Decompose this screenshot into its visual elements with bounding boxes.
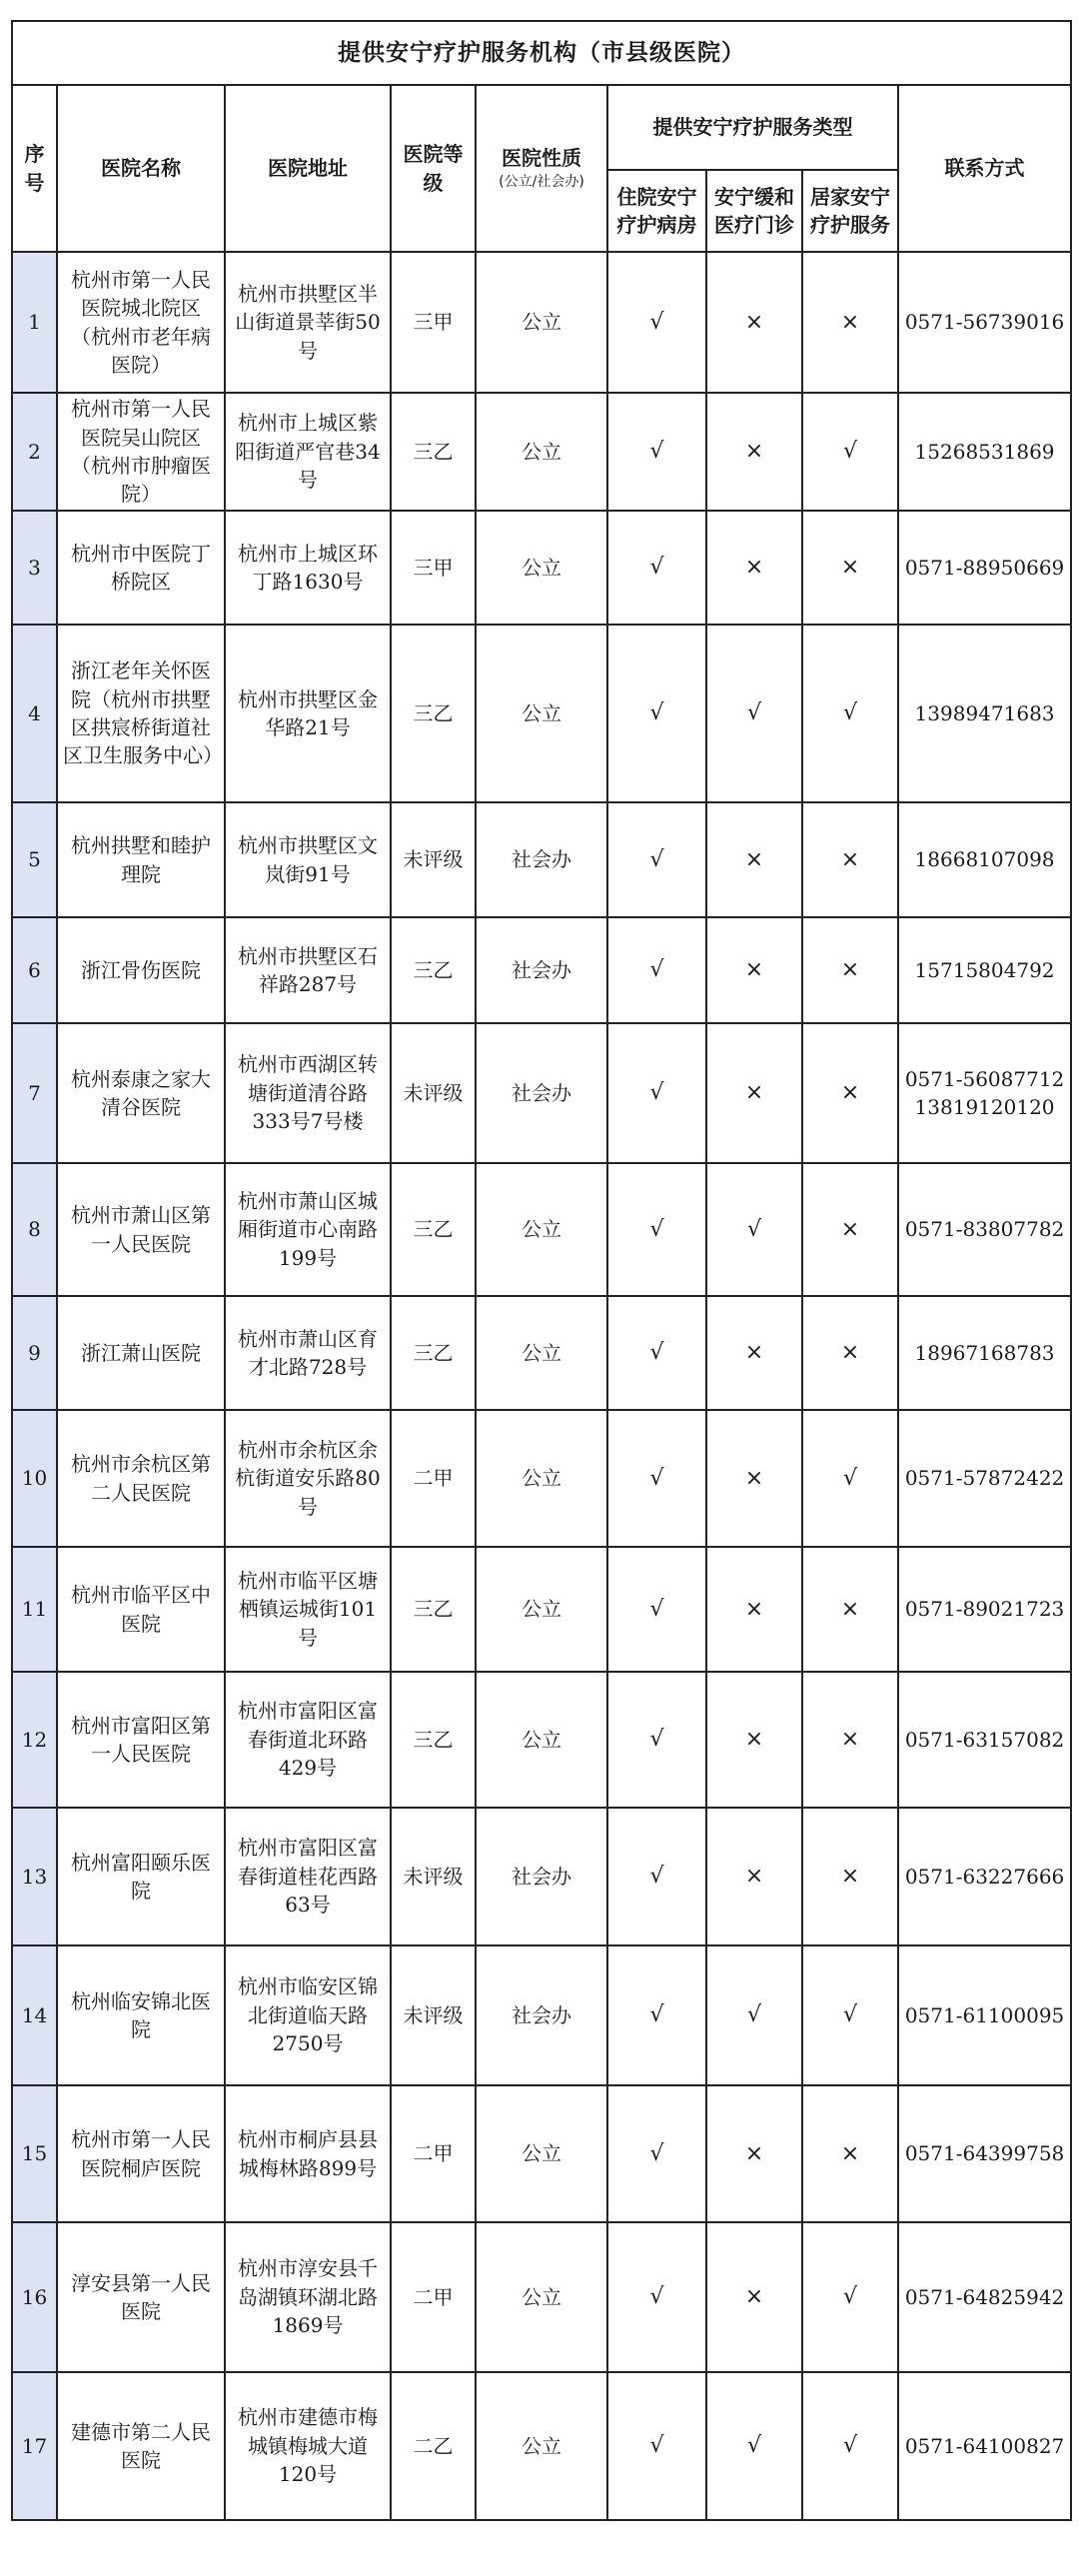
row-clinic-mark: × bbox=[706, 1023, 802, 1163]
row-hospital-name: 浙江老年关怀医院（杭州市拱墅区拱宸桥街道社区卫生服务中心） bbox=[57, 625, 225, 802]
row-contact bbox=[898, 1547, 1071, 1672]
row-phone-secondary: 13819120120 bbox=[914, 1095, 1055, 1119]
row-seq: 14 bbox=[12, 1945, 57, 2085]
row-address: 杭州市拱墅区文岚街91号 bbox=[225, 802, 391, 917]
table-row bbox=[12, 1672, 1071, 1808]
row-phone: 13989471683 bbox=[914, 700, 1055, 725]
row-home-mark: × bbox=[802, 511, 898, 625]
row-address: 杭州市余杭区余杭街道安乐路80号 bbox=[225, 1410, 391, 1547]
row-seq: 7 bbox=[12, 1023, 57, 1163]
row-inpatient-mark: √ bbox=[607, 252, 706, 393]
row-seq: 9 bbox=[12, 1296, 57, 1410]
row-contact bbox=[898, 1672, 1071, 1808]
row-hospital-name: 杭州市萧山区第一人民医院 bbox=[57, 1163, 225, 1296]
hospital-table bbox=[11, 20, 1072, 2521]
row-seq: 16 bbox=[12, 2222, 57, 2372]
row-address: 杭州市临安区锦北街道临天路2750号 bbox=[225, 1945, 391, 2085]
header-name: 医院名称 bbox=[57, 85, 225, 252]
row-seq: 10 bbox=[12, 1410, 57, 1547]
header-address: 医院地址 bbox=[225, 85, 391, 252]
row-phone: 0571-88950669 bbox=[904, 555, 1065, 580]
row-clinic-mark: × bbox=[706, 1672, 802, 1808]
table-row bbox=[12, 1410, 1071, 1547]
row-hospital-name: 杭州市第一人民医院城北院区（杭州市老年病医院） bbox=[57, 252, 225, 393]
row-phone: 15715804792 bbox=[914, 957, 1055, 982]
row-contact bbox=[898, 1296, 1071, 1410]
header-grade: 医院等级 bbox=[391, 85, 476, 252]
row-hospital-name: 杭州市中医院丁桥院区 bbox=[57, 511, 225, 625]
header-inpatient: 住院安宁疗护病房 bbox=[607, 170, 706, 252]
row-clinic-mark: × bbox=[706, 1296, 802, 1410]
table-row bbox=[12, 2222, 1071, 2372]
row-nature: 公立 bbox=[476, 2085, 607, 2222]
row-contact bbox=[898, 511, 1071, 625]
row-inpatient-mark: √ bbox=[607, 1163, 706, 1296]
row-home-mark: √ bbox=[802, 625, 898, 802]
row-grade: 三乙 bbox=[391, 393, 476, 511]
row-grade: 三乙 bbox=[391, 1547, 476, 1672]
header-seq: 序号 bbox=[12, 85, 57, 252]
row-clinic-mark: × bbox=[706, 393, 802, 511]
row-inpatient-mark: √ bbox=[607, 1945, 706, 2085]
row-inpatient-mark: √ bbox=[607, 917, 706, 1023]
row-address: 杭州市萧山区育才北路728号 bbox=[225, 1296, 391, 1410]
row-phone: 0571-63157082 bbox=[904, 1727, 1065, 1752]
row-seq: 13 bbox=[12, 1808, 57, 1945]
row-hospital-name: 杭州富阳颐乐医院 bbox=[57, 1808, 225, 1945]
row-home-mark: × bbox=[802, 1547, 898, 1672]
row-clinic-mark: × bbox=[706, 802, 802, 917]
row-nature: 公立 bbox=[476, 1672, 607, 1808]
row-clinic-mark: × bbox=[706, 917, 802, 1023]
row-seq: 3 bbox=[12, 511, 57, 625]
row-phone: 0571-83807782 bbox=[904, 1217, 1065, 1242]
row-inpatient-mark: √ bbox=[607, 1023, 706, 1163]
row-home-mark: √ bbox=[802, 1410, 898, 1547]
row-seq: 15 bbox=[12, 2085, 57, 2222]
row-inpatient-mark: √ bbox=[607, 2372, 706, 2520]
row-grade: 未评级 bbox=[391, 1023, 476, 1163]
row-nature: 公立 bbox=[476, 1410, 607, 1547]
row-inpatient-mark: √ bbox=[607, 1547, 706, 1672]
row-home-mark: √ bbox=[802, 2372, 898, 2520]
row-address: 杭州市临平区塘栖镇运城街101号 bbox=[225, 1547, 391, 1672]
row-inpatient-mark: √ bbox=[607, 802, 706, 917]
row-contact bbox=[898, 252, 1071, 393]
row-address: 杭州市萧山区城厢街道市心南路199号 bbox=[225, 1163, 391, 1296]
row-nature: 社会办 bbox=[476, 917, 607, 1023]
row-inpatient-mark: √ bbox=[607, 511, 706, 625]
row-grade: 三乙 bbox=[391, 1672, 476, 1808]
row-address: 杭州市富阳区富春街道北环路429号 bbox=[225, 1672, 391, 1808]
row-home-mark: × bbox=[802, 2085, 898, 2222]
row-address: 杭州市拱墅区半山街道景莘街50号 bbox=[225, 252, 391, 393]
row-phone: 0571-64825942 bbox=[904, 2284, 1065, 2309]
row-contact bbox=[898, 802, 1071, 917]
row-inpatient-mark: √ bbox=[607, 1410, 706, 1547]
row-nature: 公立 bbox=[476, 1296, 607, 1410]
row-hospital-name: 杭州市第一人民医院桐庐医院 bbox=[57, 2085, 225, 2222]
row-clinic-mark: √ bbox=[706, 625, 802, 802]
row-phone: 0571-56739016 bbox=[904, 310, 1065, 335]
row-inpatient-mark: √ bbox=[607, 2085, 706, 2222]
row-contact bbox=[898, 2085, 1071, 2222]
row-hospital-name: 淳安县第一人民医院 bbox=[57, 2222, 225, 2372]
row-hospital-name: 建德市第二人民医院 bbox=[57, 2372, 225, 2520]
table-row bbox=[12, 1163, 1071, 1296]
row-clinic-mark: × bbox=[706, 511, 802, 625]
row-grade: 三乙 bbox=[391, 1163, 476, 1296]
row-home-mark: × bbox=[802, 1296, 898, 1410]
row-nature: 社会办 bbox=[476, 1808, 607, 1945]
row-contact bbox=[898, 1163, 1071, 1296]
row-contact bbox=[898, 2222, 1071, 2372]
row-home-mark: × bbox=[802, 1672, 898, 1808]
row-clinic-mark: × bbox=[706, 2222, 802, 2372]
row-phone: 0571-64399758 bbox=[904, 2141, 1065, 2166]
row-phone: 0571-61100095 bbox=[904, 2002, 1065, 2027]
row-home-mark: × bbox=[802, 1163, 898, 1296]
row-contact bbox=[898, 393, 1071, 511]
row-inpatient-mark: √ bbox=[607, 1808, 706, 1945]
row-home-mark: × bbox=[802, 1023, 898, 1163]
row-grade: 二乙 bbox=[391, 2372, 476, 2520]
row-nature: 公立 bbox=[476, 2222, 607, 2372]
row-phone: 18668107098 bbox=[914, 847, 1055, 872]
row-inpatient-mark: √ bbox=[607, 625, 706, 802]
row-hospital-name: 浙江骨伤医院 bbox=[57, 917, 225, 1023]
row-phone: 0571-57872422 bbox=[904, 1466, 1065, 1491]
row-nature: 公立 bbox=[476, 511, 607, 625]
row-seq: 6 bbox=[12, 917, 57, 1023]
table-row bbox=[12, 1023, 1071, 1163]
header-nature bbox=[476, 85, 607, 252]
table-row bbox=[12, 1296, 1071, 1410]
row-address: 杭州市上城区紫阳街道严官巷34号 bbox=[225, 393, 391, 511]
row-address: 杭州市建德市梅城镇梅城大道120号 bbox=[225, 2372, 391, 2520]
row-clinic-mark: √ bbox=[706, 1163, 802, 1296]
header-nature-sub: (公立/社会办) bbox=[499, 173, 584, 190]
header-contact: 联系方式 bbox=[898, 85, 1071, 252]
table-title: 提供安宁疗护服务机构（市县级医院） bbox=[12, 21, 1071, 85]
row-contact bbox=[898, 1945, 1071, 2085]
row-clinic-mark: × bbox=[706, 1547, 802, 1672]
row-inpatient-mark: √ bbox=[607, 2222, 706, 2372]
row-grade: 二甲 bbox=[391, 2222, 476, 2372]
table-row bbox=[12, 917, 1071, 1023]
row-address: 杭州市上城区环丁路1630号 bbox=[225, 511, 391, 625]
row-hospital-name: 杭州拱墅和睦护理院 bbox=[57, 802, 225, 917]
row-grade: 二甲 bbox=[391, 2085, 476, 2222]
row-inpatient-mark: √ bbox=[607, 393, 706, 511]
row-home-mark: × bbox=[802, 802, 898, 917]
row-grade: 三乙 bbox=[391, 917, 476, 1023]
row-clinic-mark: × bbox=[706, 2085, 802, 2222]
row-home-mark: × bbox=[802, 1808, 898, 1945]
row-clinic-mark: √ bbox=[706, 2372, 802, 2520]
row-contact bbox=[898, 1023, 1071, 1163]
row-seq: 11 bbox=[12, 1547, 57, 1672]
row-seq: 5 bbox=[12, 802, 57, 917]
table-row bbox=[12, 511, 1071, 625]
row-contact bbox=[898, 1410, 1071, 1547]
table-row bbox=[12, 1547, 1071, 1672]
row-address: 杭州市淳安县千岛湖镇环湖北路1869号 bbox=[225, 2222, 391, 2372]
row-phone: 0571-64100827 bbox=[904, 2433, 1065, 2458]
row-grade: 未评级 bbox=[391, 1945, 476, 2085]
header-home: 居家安宁疗护服务 bbox=[802, 170, 898, 252]
row-home-mark: × bbox=[802, 252, 898, 393]
row-contact bbox=[898, 1808, 1071, 1945]
row-phone: 0571-63227666 bbox=[904, 1864, 1065, 1889]
row-hospital-name: 杭州市余杭区第二人民医院 bbox=[57, 1410, 225, 1547]
table-row bbox=[12, 1808, 1071, 1945]
row-home-mark: √ bbox=[802, 2222, 898, 2372]
row-nature: 社会办 bbox=[476, 1945, 607, 2085]
row-nature: 社会办 bbox=[476, 1023, 607, 1163]
row-seq: 12 bbox=[12, 1672, 57, 1808]
row-contact bbox=[898, 625, 1071, 802]
hospital-table-sheet bbox=[11, 20, 1070, 2521]
row-address: 杭州市西湖区转塘街道清谷路333号7号楼 bbox=[225, 1023, 391, 1163]
row-grade: 未评级 bbox=[391, 1808, 476, 1945]
row-hospital-name: 杭州市富阳区第一人民医院 bbox=[57, 1672, 225, 1808]
row-phone: 15268531869 bbox=[914, 439, 1055, 464]
row-address: 杭州市拱墅区石祥路287号 bbox=[225, 917, 391, 1023]
row-nature: 公立 bbox=[476, 2372, 607, 2520]
row-address: 杭州市桐庐县县城梅林路899号 bbox=[225, 2085, 391, 2222]
row-contact bbox=[898, 2372, 1071, 2520]
row-home-mark: × bbox=[802, 917, 898, 1023]
row-nature: 社会办 bbox=[476, 802, 607, 917]
row-phone: 0571-56087712 bbox=[904, 1066, 1065, 1091]
row-address: 杭州市拱墅区金华路21号 bbox=[225, 625, 391, 802]
row-hospital-name: 浙江萧山医院 bbox=[57, 1296, 225, 1410]
row-clinic-mark: × bbox=[706, 1808, 802, 1945]
table-row bbox=[12, 252, 1071, 393]
table-row bbox=[12, 393, 1071, 511]
row-nature: 公立 bbox=[476, 393, 607, 511]
table-row bbox=[12, 625, 1071, 802]
row-clinic-mark: × bbox=[706, 252, 802, 393]
row-grade: 三乙 bbox=[391, 1296, 476, 1410]
row-seq: 1 bbox=[12, 252, 57, 393]
row-grade: 三甲 bbox=[391, 511, 476, 625]
row-nature: 公立 bbox=[476, 1547, 607, 1672]
row-hospital-name: 杭州市第一人民医院吴山院区（杭州市肿瘤医院） bbox=[57, 393, 225, 511]
row-seq: 17 bbox=[12, 2372, 57, 2520]
row-inpatient-mark: √ bbox=[607, 1672, 706, 1808]
table-row bbox=[12, 1945, 1071, 2085]
row-hospital-name: 杭州临安锦北医院 bbox=[57, 1945, 225, 2085]
row-seq: 8 bbox=[12, 1163, 57, 1296]
row-contact bbox=[898, 917, 1071, 1023]
row-nature: 公立 bbox=[476, 252, 607, 393]
row-grade: 三甲 bbox=[391, 252, 476, 393]
row-phone: 0571-89021723 bbox=[904, 1597, 1065, 1622]
table-body bbox=[12, 252, 1071, 2520]
row-phone: 18967168783 bbox=[914, 1340, 1055, 1365]
row-clinic-mark: √ bbox=[706, 1945, 802, 2085]
header-nature-label: 医院性质 bbox=[502, 146, 581, 171]
row-hospital-name: 杭州市临平区中医院 bbox=[57, 1547, 225, 1672]
header-clinic: 安宁缓和医疗门诊 bbox=[706, 170, 802, 252]
row-seq: 2 bbox=[12, 393, 57, 511]
row-address: 杭州市富阳区富春街道桂花西路63号 bbox=[225, 1808, 391, 1945]
row-hospital-name: 杭州泰康之家大清谷医院 bbox=[57, 1023, 225, 1163]
row-clinic-mark: × bbox=[706, 1410, 802, 1547]
row-grade: 三乙 bbox=[391, 625, 476, 802]
header-service-types: 提供安宁疗护服务类型 bbox=[607, 85, 898, 170]
row-home-mark: √ bbox=[802, 393, 898, 511]
row-home-mark: √ bbox=[802, 1945, 898, 2085]
row-grade: 二甲 bbox=[391, 1410, 476, 1547]
row-grade: 未评级 bbox=[391, 802, 476, 917]
table-row bbox=[12, 2372, 1071, 2520]
table-row bbox=[12, 802, 1071, 917]
row-seq: 4 bbox=[12, 625, 57, 802]
row-nature: 公立 bbox=[476, 625, 607, 802]
row-nature: 公立 bbox=[476, 1163, 607, 1296]
row-inpatient-mark: √ bbox=[607, 1296, 706, 1410]
table-row bbox=[12, 2085, 1071, 2222]
